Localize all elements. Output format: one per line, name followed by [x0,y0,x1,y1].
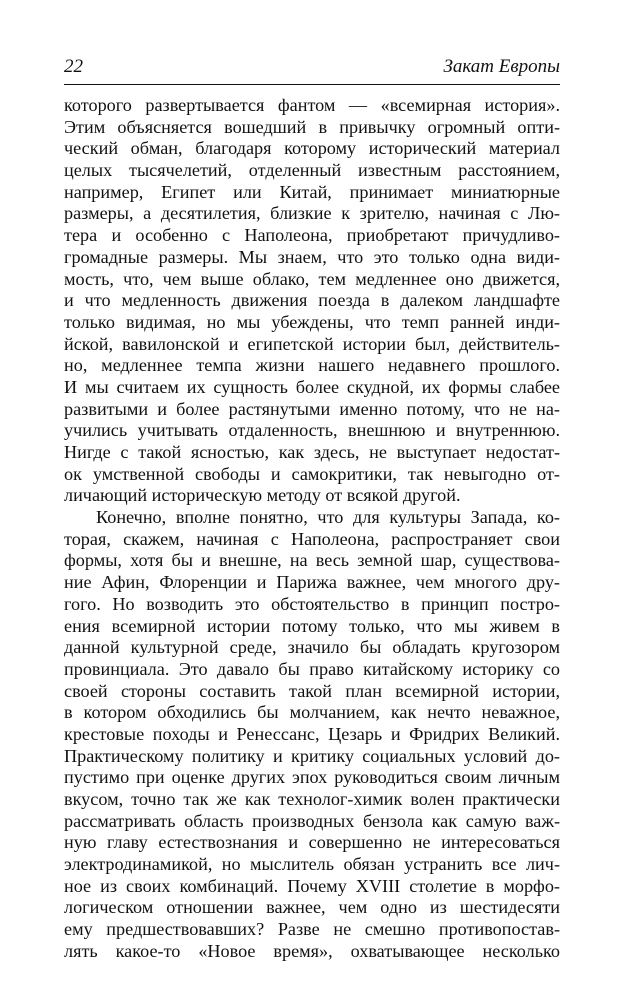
text-line: ние Афин, Флоренции и Парижа важнее, чем многого дру- [64,572,560,593]
text-line: ок умственной свободы и самокритики, так невыгодно от- [64,463,560,484]
text-line: ения всемирной истории потому только, что мы живем в [64,615,560,636]
text-line: электродинамикой, но мыслитель обязан устранить все лич- [64,854,560,875]
page-number: 22 [64,56,83,77]
text-line: йской, вавилонской и египетской истории был, действитель- [64,333,560,354]
text-line: личающий историческую методу от всякой другой. [64,485,461,506]
text-line: ему предшествовавших? Разве не смешно противопостав- [64,919,560,940]
text-line: гого. Но возводить это обстоятельство в принцип постро- [64,593,560,614]
text-line: Практическому политику и критику социальных условий до- [64,745,560,766]
text-line: размеры, а десятилетия, близкие к зрителю, начиная с Лю- [64,203,560,224]
text-line: И мы считаем их сущность более скудной, их формы слабее [64,376,560,397]
text-line: ную главу естествознания и совершенно не интересоваться [64,832,560,853]
text-line: учились учитывать отдаленность, внешнюю и внутреннюю. [64,420,560,441]
text-line: формы, хотя бы и внешне, на весь земной шар, существова- [64,550,560,571]
text-line: ное из своих комбинаций. Почему XVIII столетие в морфо- [64,875,560,896]
text-line: громадные размеры. Мы знаем, что это только одна види- [64,246,560,267]
text-line: Конечно, вполне понятно, что для культуры Запада, ко- [96,507,560,528]
text-line: например, Египет или Китай, принимает миниатюрные [64,181,560,202]
text-line: Нигде с такой ясностью, как здесь, не выступает недостат- [64,442,560,462]
text-line: данной культурной среде, значило бы обладать кругозором [64,637,560,658]
text-line: целых тысячелетий, отделенный известным расстоянием, [64,160,560,181]
paragraph [64,95,560,507]
text-line: Этим объясняется вошедший в привычку огромный опти- [64,116,560,137]
text-line: в котором обходились бы молчанием, как нечто неважное, [64,702,560,723]
text-line: провинциала. Это давало бы право китайскому историку со [64,658,560,679]
header-rule [64,84,560,85]
text-line: рассматривать область производных бензола как самую важ- [64,810,560,831]
text-line: ческий обман, благодаря которому исторический материал [64,138,560,159]
text-line: торая, скажем, начиная с Наполеона, распространяет свои [64,528,560,549]
text-line: пустимо при оценке других эпох руководиться своим личным [64,767,560,788]
text-line: только видимая, но мы убеждены, что темп ранней инди- [64,311,560,332]
text-line: но, медленнее темпа жизни нашего недавнего прошлого. [64,355,560,376]
text-line: вкусом, точно так же как технолог-химик волен практически [64,789,560,809]
text-line: своей стороны составить такой план всемирной истории, [64,680,560,701]
body-text [64,95,560,963]
text-line: развитыми и более растянутыми именно потому, что не на- [64,398,560,419]
text-line: логическом отношении важнее, чем одно из шестидесяти [64,897,560,918]
text-line: и что медленность движения поезда в далеком ландшафте [64,290,560,311]
text-line: крестовые походы и Ренессанс, Цезарь и Фридрих Великий. [64,723,560,744]
text-line: тера и особенно с Наполеона, приобретают причудливо- [64,225,560,246]
paragraph [64,507,560,962]
text-line: мость, что, чем выше облако, тем медленнее оно движется, [64,268,560,289]
text-line: лять какое-то «Новое время», охватывающее несколько [64,940,560,961]
page-header [64,56,560,82]
text-line: которого развертывается фантом — «всемирная история». [64,95,560,115]
running-title: Закат Европы [443,56,560,77]
